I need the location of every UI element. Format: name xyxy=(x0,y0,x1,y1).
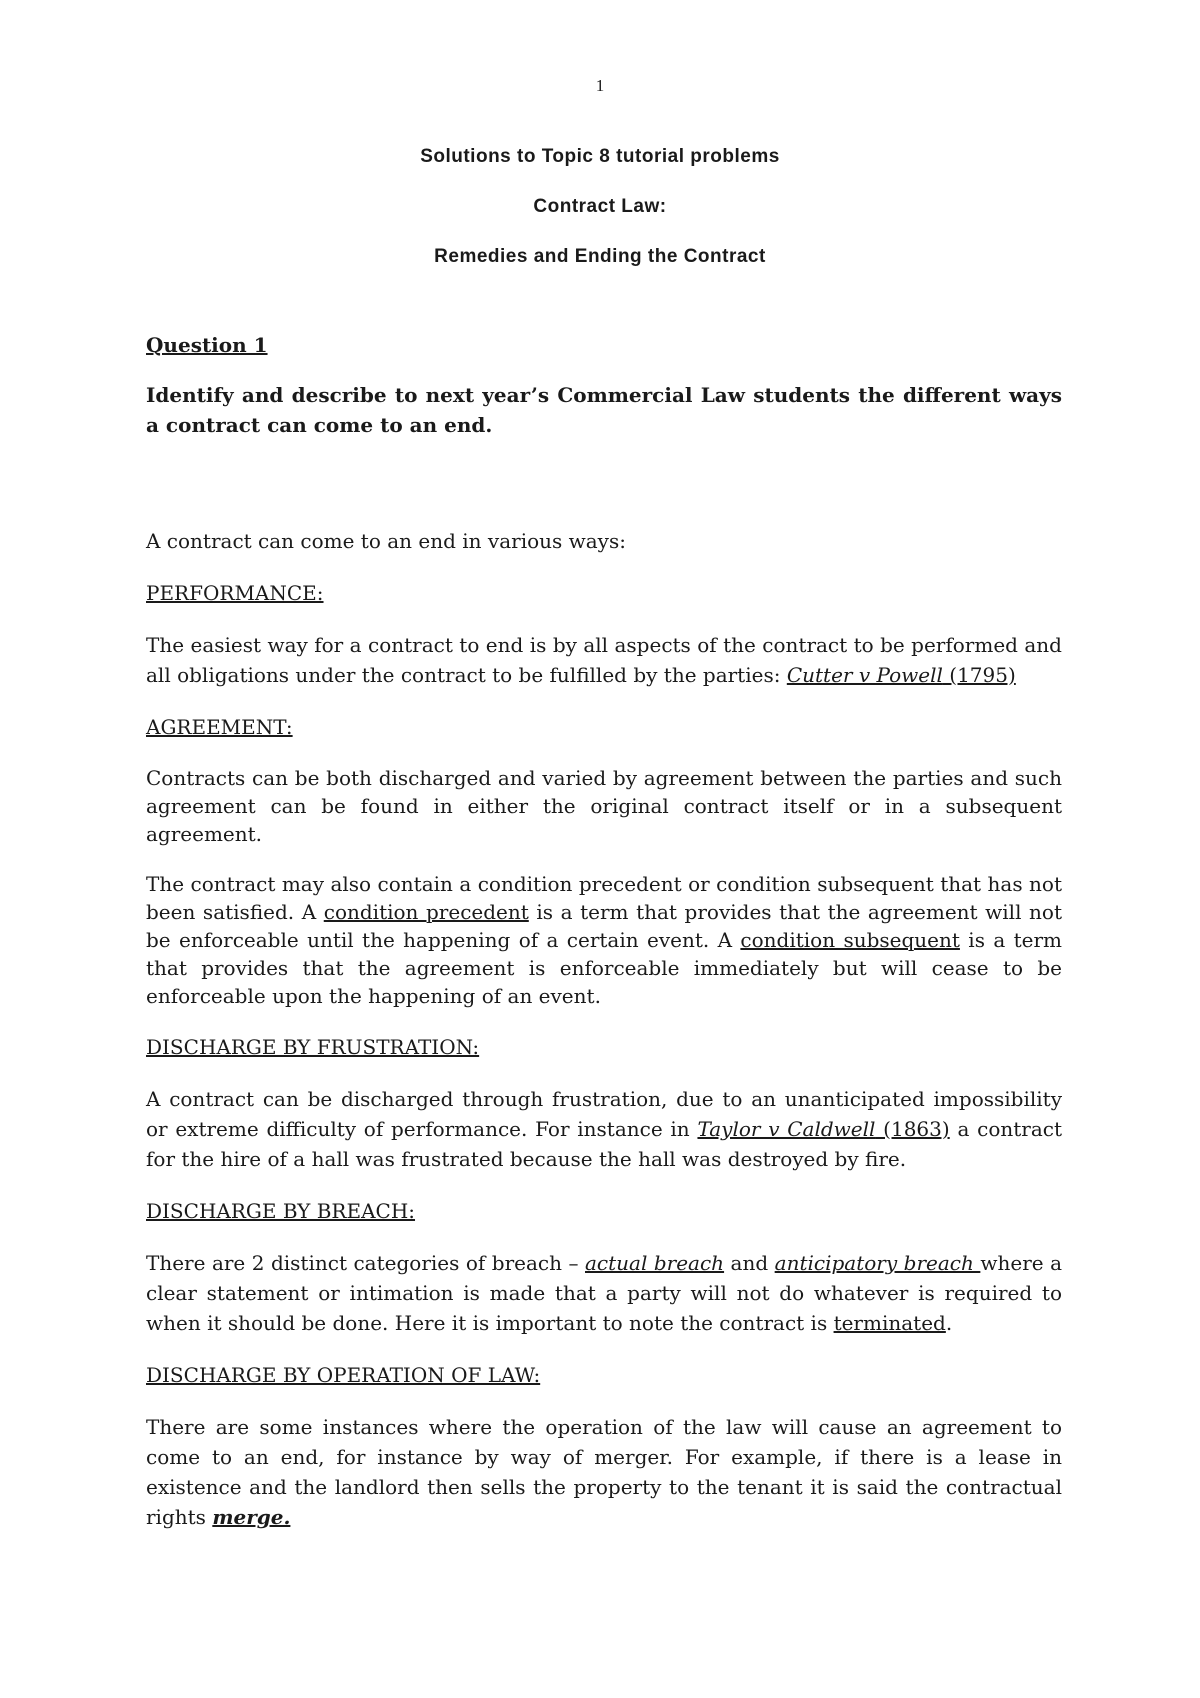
agreement-text-a: The contract may also contain a condition precedent or condition subsequent that has not been satisfied. A xyxy=(146,872,1062,924)
frustration-paragraph xyxy=(146,1084,1062,1174)
agreement-paragraph-2 xyxy=(146,870,1062,1010)
section-heading-breach: DISCHARGE BY BREACH: xyxy=(146,1199,416,1223)
section-heading-frustration: DISCHARGE BY FRUSTRATION: xyxy=(146,1035,480,1059)
case-name-cutter: Cutter v Powell xyxy=(786,663,943,687)
document-title-block xyxy=(0,146,1200,296)
breach-text-a: There are 2 distinct categories of breach – xyxy=(146,1251,585,1275)
performance-text: The easiest way for a contract to end is by all aspects of the contract to be performed and all obligations under the contract to be fulfilled by the parties: xyxy=(146,633,1062,687)
term-actual-breach: actual breach xyxy=(585,1251,725,1275)
case-year-taylor: (1863) xyxy=(875,1117,950,1141)
case-year-cutter: (1795) xyxy=(942,663,1016,687)
document-subtitle: Contract Law: xyxy=(533,196,667,217)
term-terminated: terminated xyxy=(833,1311,946,1335)
section-heading-operation-of-law: DISCHARGE BY OPERATION OF LAW: xyxy=(146,1363,541,1387)
term-anticipatory-breach: anticipatory breach xyxy=(774,1251,981,1275)
section-heading-agreement: AGREEMENT: xyxy=(146,715,293,739)
frustration-text-b: a contract for the hire of a hall was frustrated because the hall was destroyed by fire. xyxy=(146,1117,1063,1171)
term-condition-subsequent: condition subsequent xyxy=(740,928,960,952)
agreement-paragraph-1: Contracts can be both discharged and varied by agreement between the parties and such agreement can be found in either the original contract itself or in a subsequent agreement. xyxy=(146,766,1062,846)
document-subtitle-2: Remedies and Ending the Contract xyxy=(434,246,766,267)
term-condition-precedent: condition precedent xyxy=(323,900,529,924)
breach-text-b: and xyxy=(724,1251,775,1275)
frustration-text-a: A contract can be discharged through frustration, due to an unanticipated impossibility or extreme difficulty of performance. For instance in xyxy=(146,1087,1062,1141)
agreement-text-c: is a term that provides that the agreement is enforceable immediately but will cease to be enforceable upon the happening of an event. xyxy=(146,928,1062,1008)
document-title: Solutions to Topic 8 tutorial problems xyxy=(420,146,780,167)
operation-of-law-paragraph xyxy=(146,1412,1062,1532)
term-merge: merge. xyxy=(212,1505,291,1529)
intro-paragraph: A contract can come to an end in various ways: xyxy=(146,529,626,553)
agreement-text-b: is a term that provides that the agreement will not be enforceable until the happening of a certain event. A xyxy=(146,900,1062,952)
question-heading: Question 1 xyxy=(146,333,268,357)
performance-paragraph xyxy=(146,630,1062,690)
operation-text: There are some instances where the operation of the law will cause an agreement to come to an end, for instance by way of merger. For example, if there is a lease in existence and the landlord then sells the property to the tenant it is said the contractual rights xyxy=(146,1415,1062,1529)
breach-paragraph xyxy=(146,1248,1062,1338)
section-heading-performance: PERFORMANCE: xyxy=(146,581,324,605)
question-text: Identify and describe to next year’s Commercial Law students the different ways a contract can come to an end. xyxy=(146,383,1062,437)
breach-text-c: where a clear statement or intimation is made that a party will not do whatever is required to when it should be done. Here it is important to note the contract is xyxy=(146,1251,1063,1335)
breach-text-d: . xyxy=(945,1311,953,1335)
document-body xyxy=(146,330,1062,1554)
page-number: 1 xyxy=(595,76,605,95)
case-name-taylor: Taylor v Caldwell xyxy=(697,1117,876,1141)
